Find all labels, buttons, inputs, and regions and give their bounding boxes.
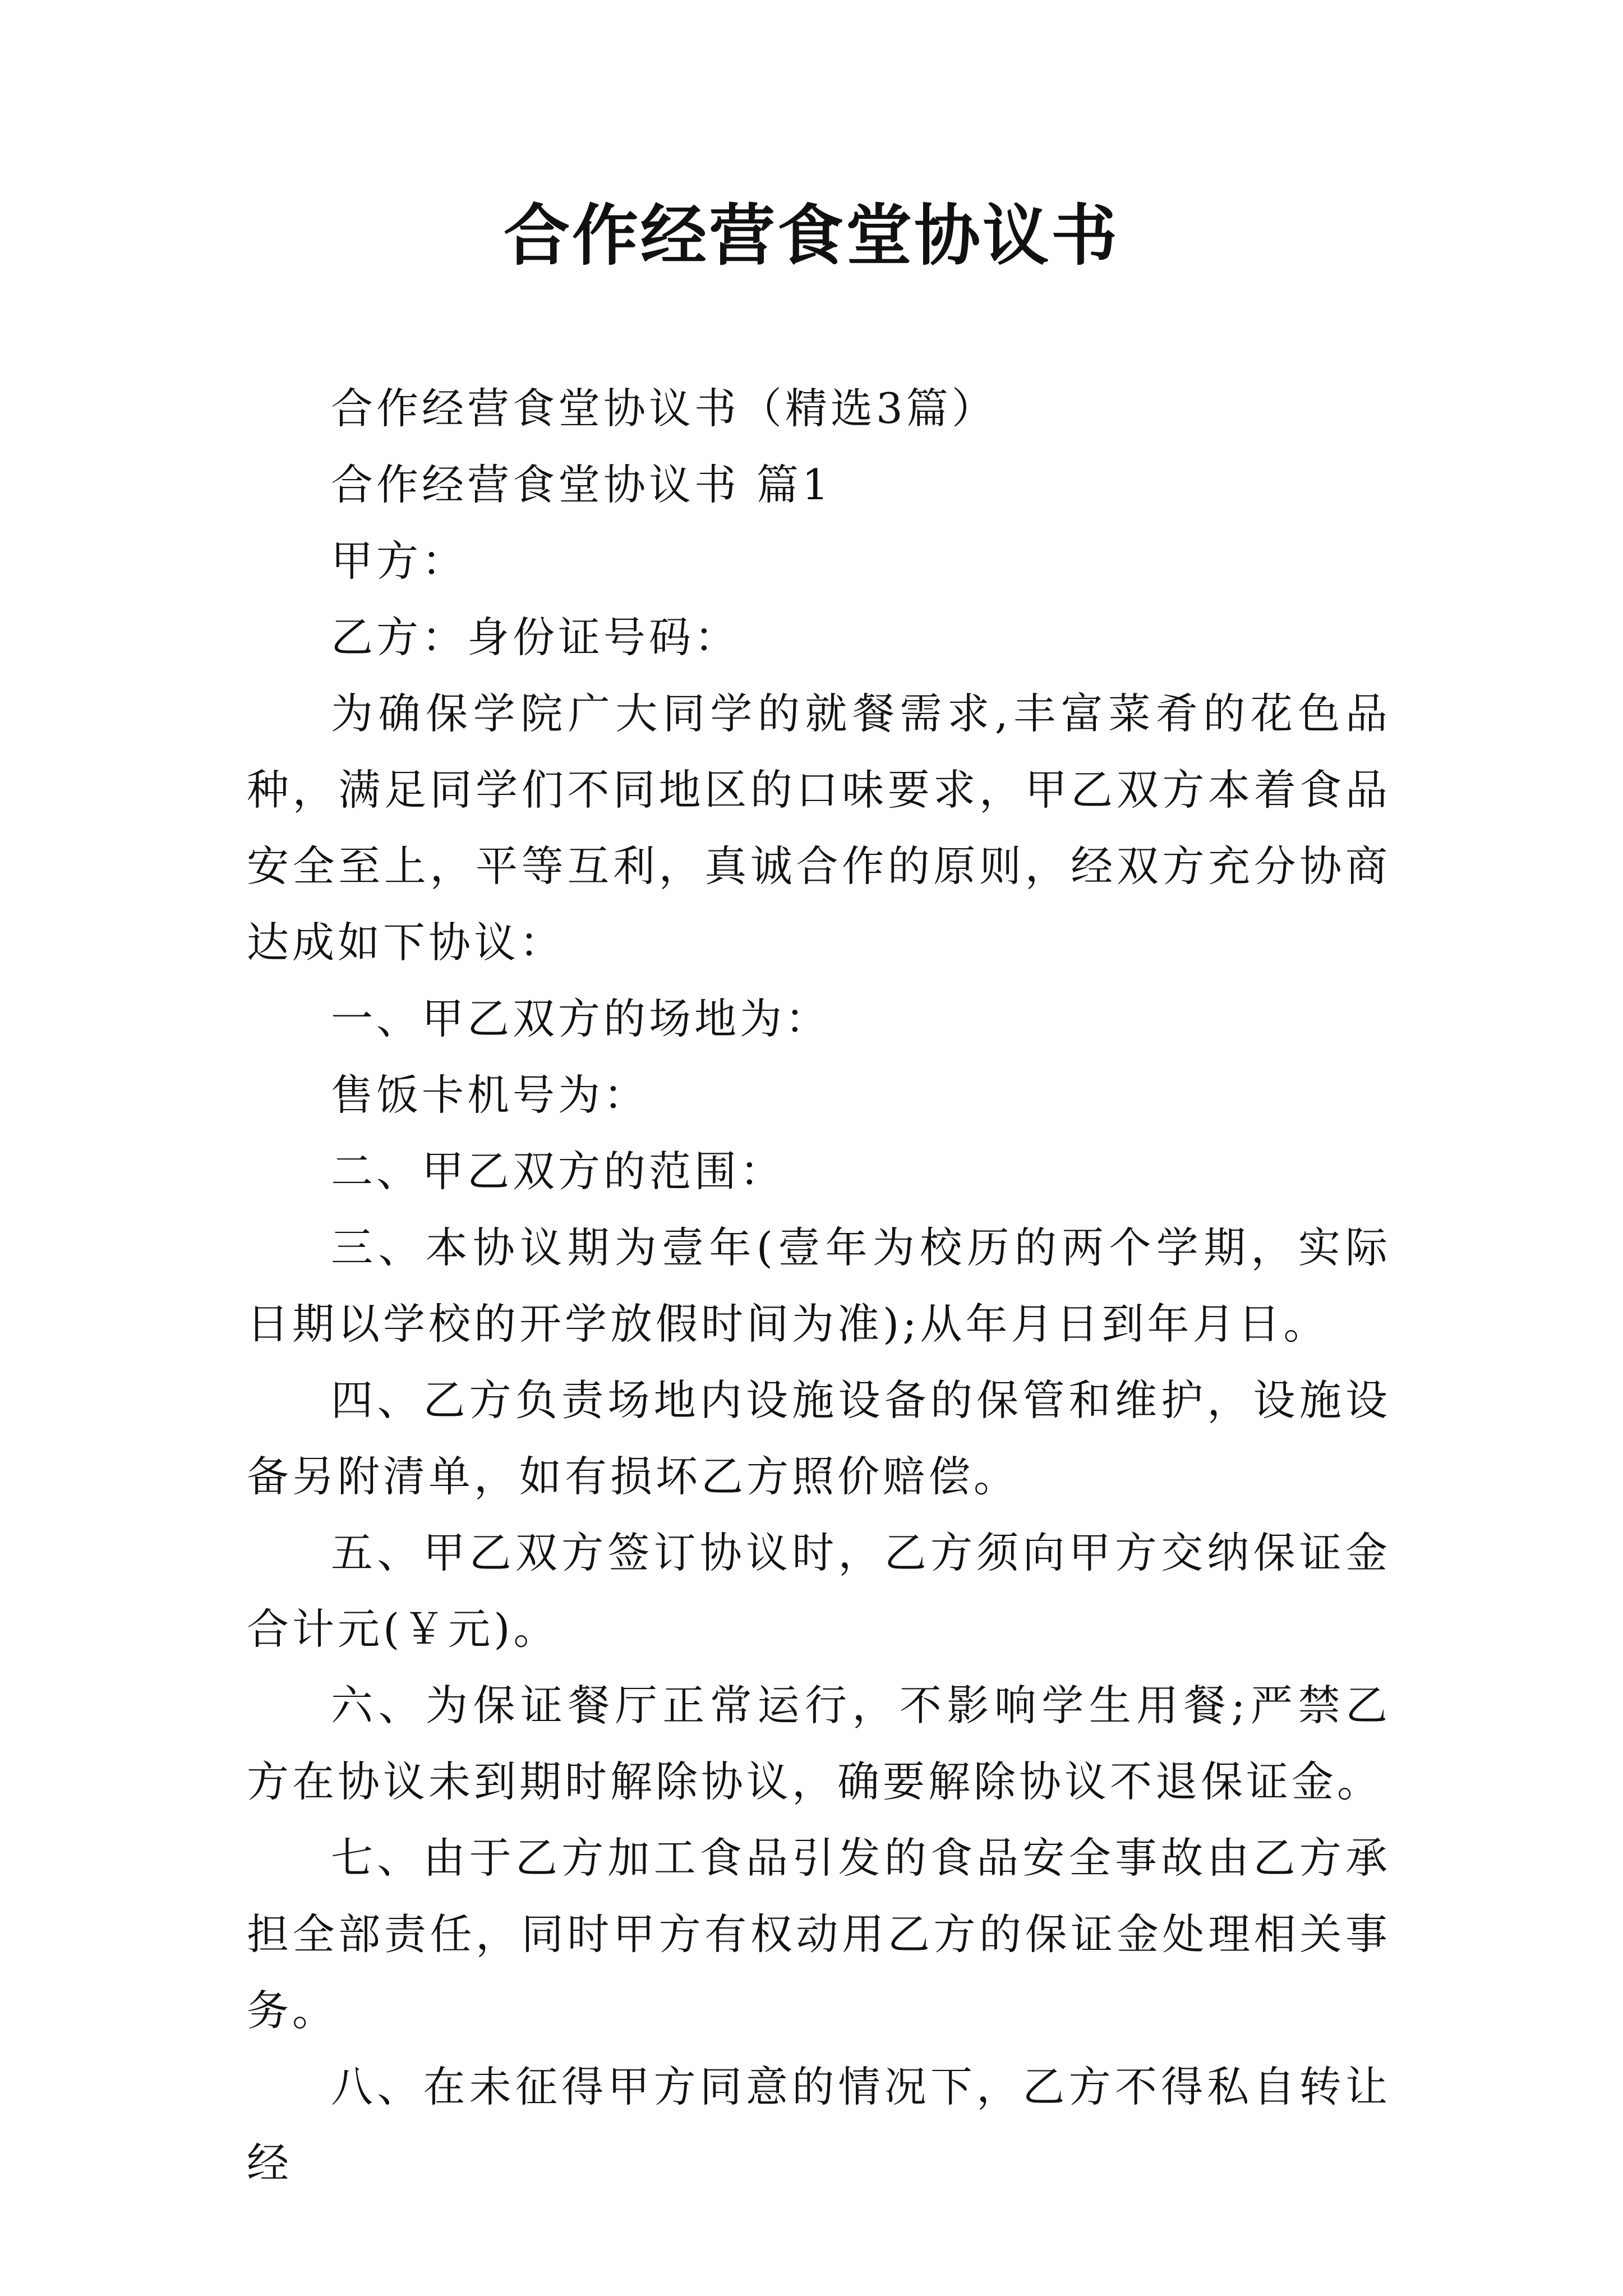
paragraph-clause-6: 六、为保证餐厅正常运行，不影响学生用餐;严禁乙方在协议未到期时解除协议，确要解除协议不退保证金。 <box>247 1681 1391 1806</box>
paragraph-clause-5: 五、甲乙双方签订协议时，乙方须向甲方交纳保证金合计元(￥元)。 <box>247 1528 1391 1654</box>
document-title: 合作经营食堂协议书 <box>503 197 1119 274</box>
paragraph-heading: 合作经营食堂协议书（精选3篇） <box>331 384 997 433</box>
paragraph-clause-1: 一、甲乙双方的场地为： <box>331 994 831 1043</box>
paragraph-section-title: 合作经营食堂协议书 篇1 <box>331 460 832 509</box>
paragraph-party-b: 乙方：身份证号码： <box>331 613 740 662</box>
paragraph-clause-8: 八、在未征得甲方同意的情况下，乙方不得私自转让经 <box>247 2062 1391 2188</box>
paragraph-clause-3: 三、本协议期为壹年(壹年为校历的两个学期，实际日期以学校的开学放假时间为准);从年月日到年月日。 <box>247 1223 1391 1349</box>
paragraph-clause-4: 四、乙方负责场地内设施设备的保管和维护，设施设备另附清单，如有损坏乙方照价赔偿。 <box>247 1375 1391 1501</box>
paragraph-party-a: 甲方： <box>331 536 468 586</box>
paragraph-preamble: 为确保学院广大同学的就餐需求,丰富菜肴的花色品种，满足同学们不同地区的口味要求，甲乙双方本着食品安全至上，平等互利，真诚合作的原则，经双方充分协商达成如下协议： <box>247 689 1391 967</box>
paragraph-clause-2: 二、甲乙双方的范围： <box>331 1147 786 1196</box>
document-body <box>247 370 1391 2201</box>
paragraph-clause-7: 七、由于乙方加工食品引发的食品安全事故由乙方承担全部责任，同时甲方有权动用乙方的保证金处理相关事务。 <box>247 1833 1391 2035</box>
paragraph-card-machine: 售饭卡机号为： <box>331 1070 649 1120</box>
